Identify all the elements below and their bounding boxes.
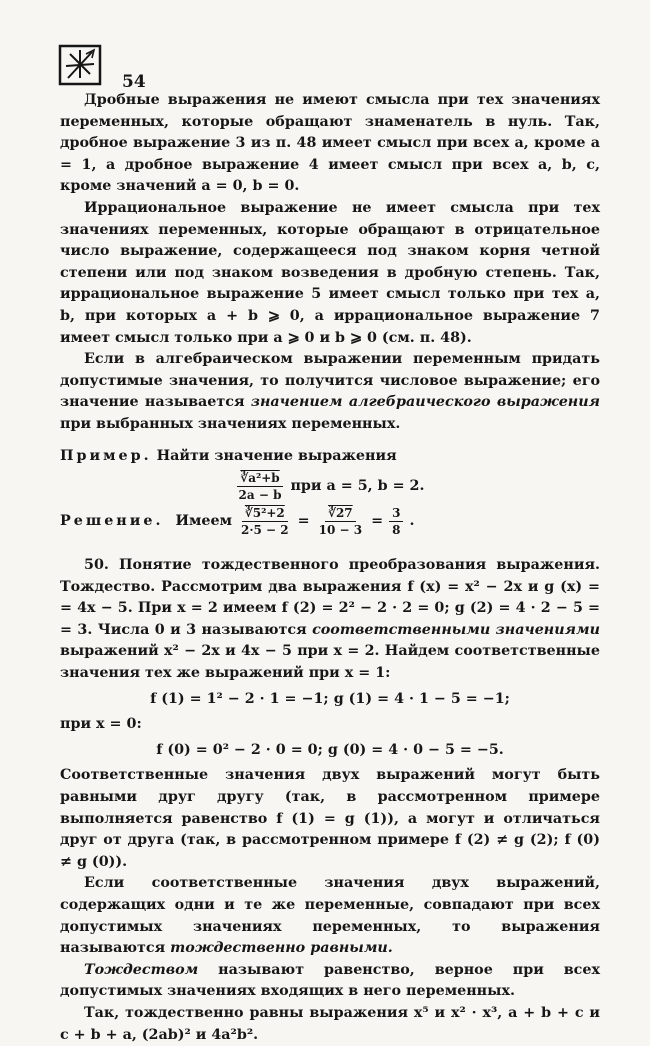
fraction-denominator: 8	[392, 523, 401, 538]
equals-sign: =	[297, 512, 310, 529]
page-number: 54	[122, 72, 146, 92]
section-50	[60, 555, 600, 685]
fraction	[238, 506, 292, 537]
text-span: называют равенство, верное при всех допустимых значениях входящих в него переменных.	[60, 961, 600, 1000]
text-span: выражений x² − 2x и 4x − 5 при x = 2. Найдем соответственные значения тех же выражений при x = 1:	[60, 643, 600, 682]
term-value-of-expression: значением алгебраического выражения	[250, 394, 601, 411]
paragraph-irrational-domain: Иррациональное выражение не имеет смысла при тех значениях переменных, которые обращают в отрицательное число выражение, содержащееся под знаком корня четной степени или под знаком возведения в дробную степень. Так, иррациональное выражение 5 имеет смысл только при тех a, b, при которых a + b ⩾ 0, а иррациональное выражение 7 имеет смысл только при a ⩾ 0 и b ⩾ 0 (см. п. 48).	[60, 199, 600, 346]
equation-x1: f (1) = 1² − 2 · 1 = −1; g (1) = 4 · 1 − 5 = −1;	[150, 690, 510, 707]
paragraph-equal-or-not: Соответственные значения двух выражений могут быть равными друг другу (так, в рассмотренном примере выполняется равенство f (1) = g (1)), а могут и отличаться друг от друга (так, в рассмотренном примере f (2) ≠ g (2); f (0) ≠ g (0)).	[60, 767, 600, 870]
fraction	[236, 471, 285, 502]
paragraph-value-definition	[60, 349, 600, 435]
equals-sign: =	[371, 512, 384, 529]
example-label: Пример.	[60, 447, 152, 464]
period: .	[409, 512, 415, 529]
paragraph-fraction-domain: Дробные выражения не имеют смысла при тех значениях переменных, которые обращают знаменатель в нуль. Так, дробное выражение 3 из п. 48 имеет смысл при всех a, кроме a = 1, а дробное выражение 4 имеет смысл при всех a, b, c, кроме значений a = 0, b = 0.	[60, 92, 600, 195]
section-emblem-icon	[58, 44, 102, 86]
text-span: Если соответственные значения двух выражений, содержащих одни и те же переменные, совпадают при всех допустимых значениях переменных, то выражения называются	[60, 875, 600, 957]
term-identity: Тождеством	[84, 961, 199, 978]
section-title: 50. Понятие тождественного преобразования выражения. Тождество.	[60, 557, 600, 595]
text-span: при выбранных значениях переменных.	[60, 415, 401, 432]
condition: при a = 5, b = 2.	[290, 477, 425, 494]
paragraph-identically-equal	[60, 873, 600, 959]
fraction	[316, 506, 365, 537]
example-formula	[60, 471, 600, 502]
term-identically-equal: тождественно равными.	[170, 940, 393, 957]
fraction-denominator: 2·5 − 2	[241, 523, 289, 538]
equation-x0: f (0) = 0² − 2 · 0 = 0; g (0) = 4 · 0 − 5 = −5.	[156, 741, 504, 758]
text-span: Рассмотрим два выражения f (x) = x² − 2x и g (x) = = 4x − 5. При x = 2 имеем f (2) = 2² − 2 · 2 = 0; g (2) = 4 · 2 − 5 = = 3. Числа 0 и 3 называются	[60, 578, 600, 638]
solution-label: Решение.	[60, 512, 164, 529]
solution-text: Имеем	[175, 512, 232, 529]
example-text: Найти значение выражения	[151, 447, 397, 464]
paragraph-examples: Так, тождественно равны выражения x⁵ и x² · x³, a + b + c и c + b + a, (2ab)² и 4a²b².	[60, 1004, 600, 1043]
example-line	[60, 446, 600, 468]
fraction-numerator: 3	[389, 506, 403, 522]
text-span: Если в алгебраическом выражении переменным придать допустимые значения, то получится числовое выражение; его значение называется	[60, 351, 600, 411]
term-corresponding-values: соответственными значениями	[312, 621, 600, 638]
at-x0-label: при x = 0:	[60, 716, 142, 733]
fraction-denominator: 10 − 3	[318, 523, 363, 538]
fraction-numerator: ∛27	[325, 506, 356, 522]
body-text	[60, 90, 600, 1046]
fraction-numerator: ∛a²+b	[237, 471, 282, 487]
fraction-denominator: 2a − b	[238, 488, 282, 503]
paragraph-identity-definition	[60, 960, 600, 1003]
solution-formula	[60, 506, 600, 537]
fraction	[389, 506, 403, 537]
fraction-numerator: ∛5²+2	[242, 506, 288, 522]
